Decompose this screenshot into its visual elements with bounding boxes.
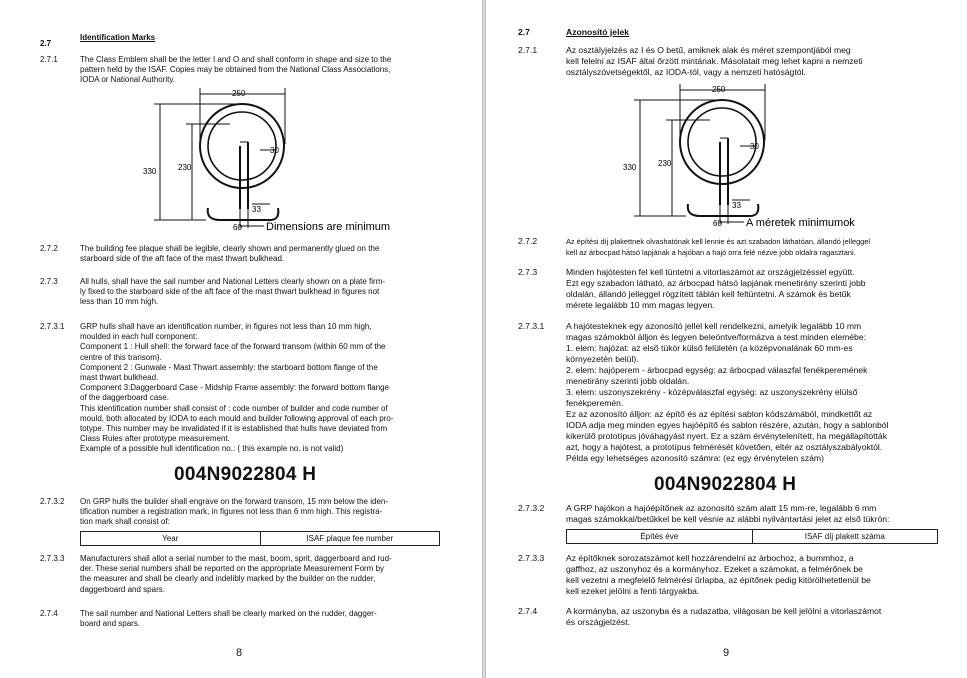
dim-330-label: 330	[143, 167, 157, 176]
item-number: 2.7.1	[518, 45, 538, 55]
class-emblem-diagram	[140, 84, 420, 232]
item-number: 2.7.2	[40, 244, 58, 253]
item-number: 2.7.3.2	[518, 503, 545, 513]
item-number: 2.7.3	[518, 267, 538, 277]
dim-330-label: 330	[623, 163, 637, 172]
item-number: 2.7.2	[518, 236, 538, 246]
diagram-caption: Dimensions are minimum	[266, 221, 391, 232]
class-emblem-diagram	[620, 80, 900, 228]
page-right	[486, 0, 967, 678]
item-text: Az építőknek sorozatszámot kell hozzárendelni az árbochoz, a bummhoz, a gaffhoz, az uszonyhoz és a kormányhoz. Ezeket a számokat, a felmérőnek be kell vezetni a megfelelő felmérési űrlapba, az építőnek pedig kitörölhetetlenül be kell ezeket jelölni a fenti tárgyakba.	[566, 553, 871, 596]
table-header-plaque: ISAF plaque fee number	[260, 532, 440, 546]
item-number: 2.7.3.1	[518, 321, 545, 331]
dim-30-label: 30	[750, 142, 759, 151]
item-number: 2.7.3.3	[518, 553, 545, 563]
example-id-number: 004N9022804 H	[654, 474, 797, 495]
dim-33-label: 33	[732, 201, 741, 210]
section-title: Azonosító jelek	[566, 27, 630, 37]
item-text: The building fee plaque shall be legible, clearly shown and permanently glued on the starboard side of the aft face of the mast thwart bulkhead.	[80, 244, 380, 264]
item-text: The Class Emblem shall be the letter I and O and shall conform in shape and size to the pattern held by the ISAF. Copies may be obtained from the National Class Associations, IODA or National Authority.	[80, 55, 392, 85]
page-number: 8	[236, 647, 243, 659]
diagram-caption: A méretek minimumok	[746, 217, 855, 228]
table-header-year: Építés éve	[567, 530, 753, 544]
section-heading	[40, 33, 51, 51]
dim-250-label: 250	[712, 85, 726, 94]
item-text: GRP hulls shall have an identification number, in figures not less than 10 mm high, moulded in each hull component: Component 1 : Hull shell: the forward face of the forward transom (within 60 mm of the centre of this transom). Component 2 : Gunwale - Mast Thwart assembly: the starboard bottom flange of the mast thwart bulkhead. Component 3:Daggerboard Case - Midship Frame assembly: the forward bottom flange of the daggerboard case. This identification number shall consist of : code number of builder and code number of mould, both allocated by IODA to each mould and builder following approval of each pro- totype. This number may be invalidated if it is established that hulls have deviated from Class Rules after prototype measurement. Example of a possible hull identification no.: ( this example no. is not valid)	[80, 322, 394, 454]
registration-mark-table	[80, 531, 440, 546]
item-number: 2.7.1	[40, 55, 58, 64]
section-title: Identification Marks	[80, 33, 156, 42]
dim-30-label: 30	[270, 146, 279, 155]
item-text: All hulls, shall have the sail number and National Letters clearly shown on a plate firm- ly fixed to the starboard side of the aft face of the mast thwart bulkhead in figures not less than 10 mm high.	[80, 277, 386, 307]
item-number: 2.7.3.1	[40, 322, 65, 331]
item-number: 2.7.3.3	[40, 554, 65, 563]
item-text: Manufacturers shall allot a serial number to the mast, boom, sprit, daggerboard and rud- der. These serial numbers shall be reported on the appropriate Measurement Form by the measurer and shall be clearly and indelibly marked by the builder on the rudder, daggerboard and spars.	[80, 554, 392, 594]
item-text: A kormányba, az uszonyba és a rudazatba, világosan be kell jelölni a vitorlaszámot és országjelzést.	[566, 606, 882, 627]
registration-mark-table	[566, 529, 938, 544]
example-id-number: 004N9022804 H	[174, 464, 317, 485]
section-number: 2.7	[518, 27, 530, 37]
item-number: 2.7.3.2	[40, 497, 65, 506]
item-text: A hajótesteknek egy azonosító jellel kell rendelkezni, amelyik legalább 10 mm magas számokból álljon és legyen beleöntve/formázva a test minden elemébe: 1. elem: hajózat: az első tükör külső felületén (a középvonalának 60 mm-es környezetén belül). 2. elem: hajóperem - árbocpad egység: az árbocpad válaszfal fenékperemének menetirány szerinti jobb oldalán. 3. elem: uszonyszekrény - középválaszfal egység: az uszonyszekrény elülső fenékperemén. Ez az azonosító álljon: az építő és az építési sablon kódszámából, mindkettőt az IODA adja meg minden egyes hajóépítő és sablon részére, azután, hogy a sablonból kikerülő prototípus jóváhagyást nyert. Ez a szám érvénytelenített, ha megállapították azt, hogy a hajótest, a prototípus felmérését követően, eltér az osztályszabályoktól. Példa egy lehetséges azonosító számra: (ez egy érvénytelen szám)	[566, 321, 889, 463]
dim-230-label: 230	[658, 159, 672, 168]
item-text: The sail number and National Letters shall be clearly marked on the rudder, dagger- board and spars.	[80, 609, 377, 629]
item-text: Minden hajótesten fel kell tüntetni a vitorlaszámot az országjelzéssel együtt. Ezt egy szabadon látható, az árbocpad hátsó lapjának menetirány szerinti jobb oldalán, állandó jelleggel rögzített táblán kell feltüntetni. A számok és betűk mérete legalább 10 mm magas legyen.	[566, 267, 866, 310]
dim-230-label: 230	[178, 163, 192, 172]
page-number: 9	[723, 647, 730, 659]
dim-60-label: 60	[233, 223, 242, 232]
table-header-year: Year	[81, 532, 261, 546]
item-number: 2.7.3	[40, 277, 58, 286]
page-left	[0, 0, 482, 678]
dim-33-label: 33	[252, 205, 261, 214]
item-text: Az osztályjelzés az I és O betű, amiknek alak és méret szempontjából meg kell felelni az ISAF által őrzött mintának. Másolatait meg lehet kapni a nemzeti osztályszövetségektől, az IODA-tól, vagy a nemzeti hatóságtól.	[566, 45, 863, 77]
item-text: Az építési díj plakettnek olvashatónak kell lennie és azt szabadon láthatóan, állandó jelleggel kell az árbocpad hátsó lapjának a hajóban a hajó orra felé nézve jobb oldalra ragasztani.	[566, 237, 871, 257]
dim-60-label: 60	[713, 219, 722, 228]
section-number: 2.7	[40, 39, 52, 48]
item-number: 2.7.4	[40, 609, 58, 618]
table-header-plaque: ISAF díj plakett száma	[752, 530, 938, 544]
item-number: 2.7.4	[518, 606, 538, 616]
item-text: A GRP hajókon a hajóépítőnek az azonosító szám alatt 15 mm-re, legalább 6 mm magas számokkal/betűkkel be kell vésnie az alábbi nyilvántartási jelet az első tükrön:	[566, 503, 890, 524]
dim-250-label: 250	[232, 89, 246, 98]
item-text: On GRP hulls the builder shall engrave on the forward transom, 15 mm below the iden- tification number a registration mark, in figures not less than 6 mm high. This registra- tion mark shall consist of:	[80, 497, 389, 527]
